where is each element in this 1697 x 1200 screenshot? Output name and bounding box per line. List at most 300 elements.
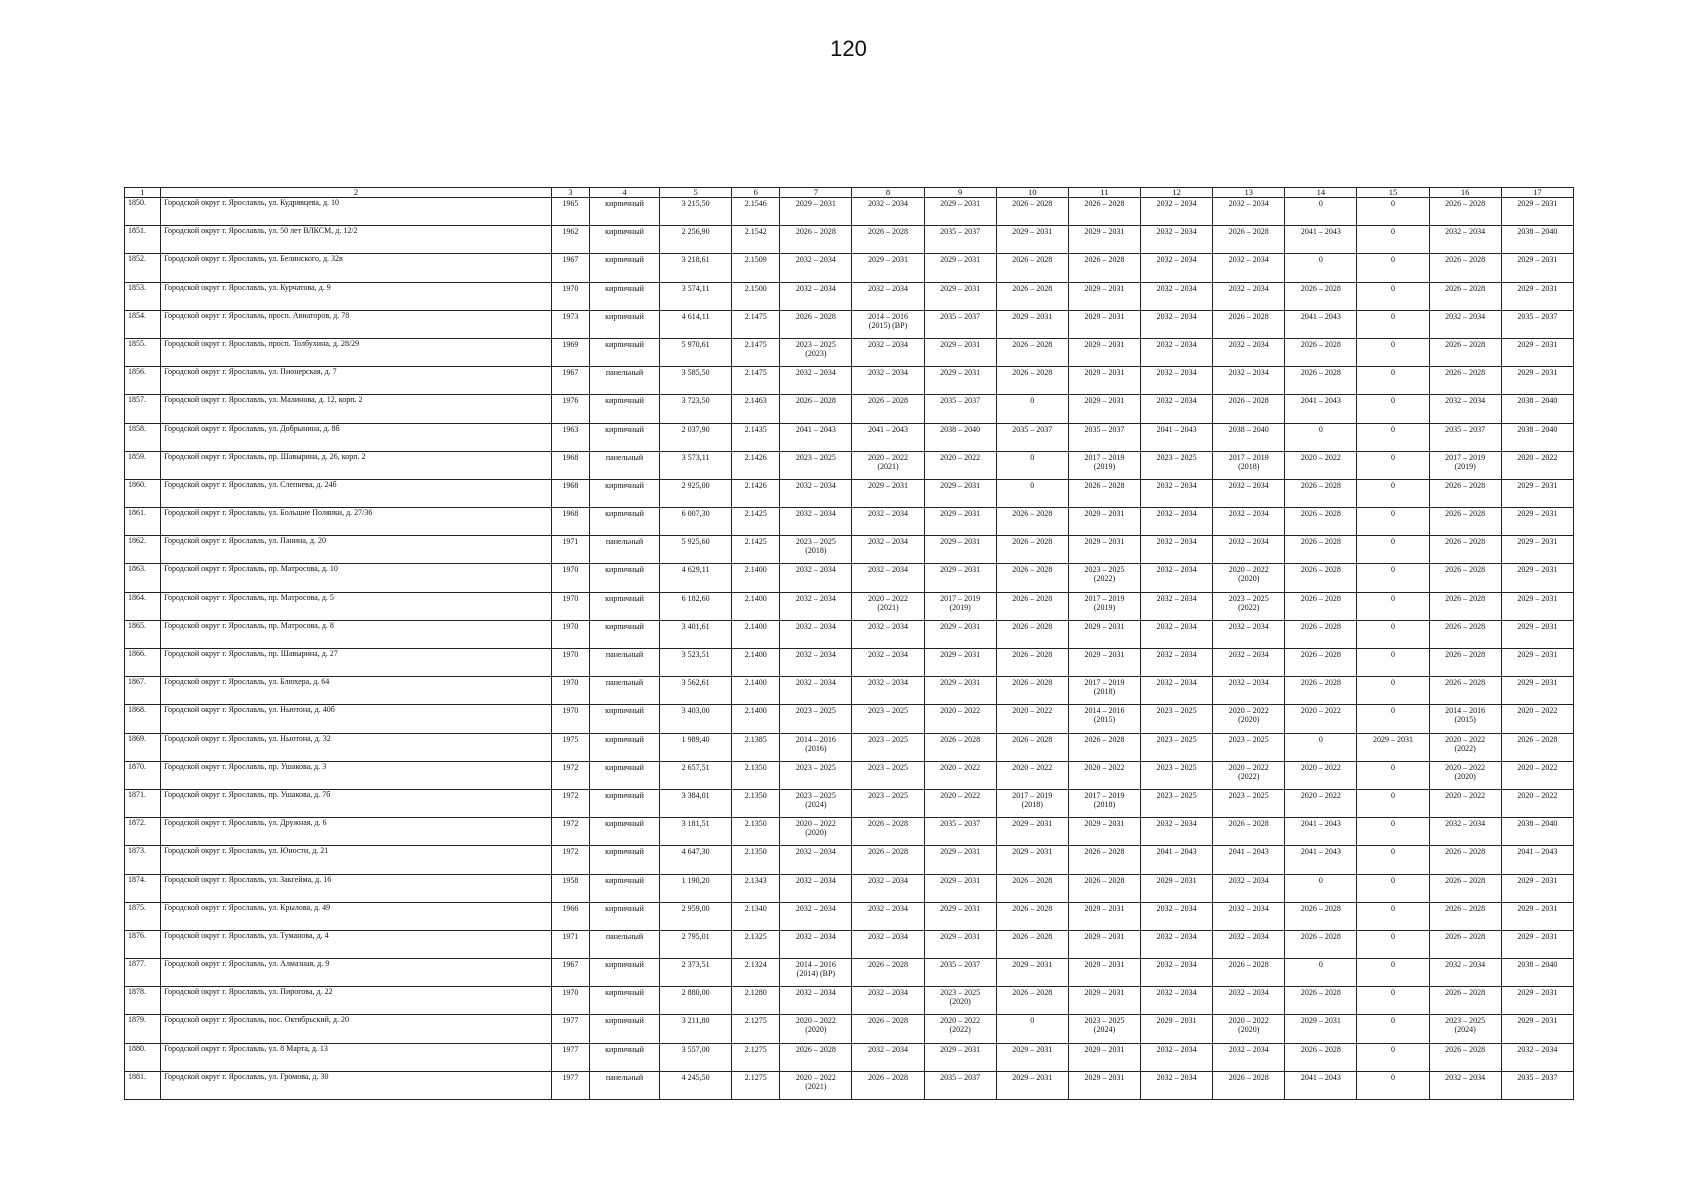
value-cell-col-15: 0 [1357, 310, 1429, 338]
value-cell-col-16: 2026 – 2028 [1429, 338, 1501, 366]
value-cell-col-13: 2020 – 2022 (2022) [1213, 761, 1285, 789]
value-cell-col-8: 2023 – 2025 [852, 705, 924, 733]
value-cell-col-12: 2041 – 2043 [1141, 423, 1213, 451]
value-cell-col-13: 2026 – 2028 [1213, 310, 1285, 338]
value-cell-col-14: 0 [1285, 733, 1357, 761]
row-number-cell: 1873. [125, 846, 161, 874]
table-row [125, 508, 1574, 536]
row-number-cell: 1872. [125, 818, 161, 846]
table-row [125, 987, 1574, 1015]
value-cell-col-7: 2026 – 2028 [780, 310, 852, 338]
row-number-cell: 1859. [125, 451, 161, 479]
table-row [125, 451, 1574, 479]
value-cell-col-7: 2032 – 2034 [780, 620, 852, 648]
table-row [125, 1015, 1574, 1043]
address-cell: Городской округ г. Ярославль, просп. Авиаторов, д. 78 [161, 310, 552, 338]
value-cell-col-5: 2 373,51 [660, 959, 732, 987]
column-header-16: 16 [1429, 188, 1501, 198]
value-cell-col-12: 2032 – 2034 [1141, 620, 1213, 648]
value-cell-col-8: 2026 – 2028 [852, 846, 924, 874]
value-cell-col-10: 2026 – 2028 [996, 564, 1068, 592]
value-cell-col-9: 2020 – 2022 [924, 789, 996, 817]
value-cell-col-9: 2029 – 2031 [924, 508, 996, 536]
value-cell-col-17: 2029 – 2031 [1501, 1015, 1573, 1043]
column-header-8: 8 [852, 188, 924, 198]
table-row [125, 395, 1574, 423]
value-cell-col-4: кирпичный [589, 254, 659, 282]
value-cell-col-17: 2026 – 2028 [1501, 733, 1573, 761]
table-row [125, 818, 1574, 846]
value-cell-col-5: 3 215,50 [660, 198, 732, 226]
value-cell-col-3: 1975 [551, 733, 589, 761]
value-cell-col-7: 2032 – 2034 [780, 902, 852, 930]
row-number-cell: 1852. [125, 254, 161, 282]
value-cell-col-5: 3 211,80 [660, 1015, 732, 1043]
column-header-6: 6 [732, 188, 780, 198]
value-cell-col-10: 2020 – 2022 [996, 761, 1068, 789]
value-cell-col-9: 2029 – 2031 [924, 282, 996, 310]
value-cell-col-11: 2029 – 2031 [1068, 620, 1140, 648]
value-cell-col-16: 2014 – 2016 (2015) [1429, 705, 1501, 733]
value-cell-col-7: 2014 – 2016 (2014) (ВР) [780, 959, 852, 987]
value-cell-col-8: 2032 – 2034 [852, 987, 924, 1015]
column-header-2: 2 [161, 188, 552, 198]
value-cell-col-6: 2.1542 [732, 226, 780, 254]
value-cell-col-11: 2029 – 2031 [1068, 930, 1140, 958]
value-cell-col-6: 2.1385 [732, 733, 780, 761]
column-header-12: 12 [1141, 188, 1213, 198]
value-cell-col-11: 2020 – 2022 [1068, 761, 1140, 789]
address-cell: Городской округ г. Ярославль, ул. Алмазная, д. 9 [161, 959, 552, 987]
value-cell-col-8: 2032 – 2034 [852, 282, 924, 310]
value-cell-col-7: 2026 – 2028 [780, 395, 852, 423]
table-row [125, 310, 1574, 338]
row-number-cell: 1853. [125, 282, 161, 310]
value-cell-col-4: кирпичный [589, 226, 659, 254]
value-cell-col-14: 2041 – 2043 [1285, 846, 1357, 874]
value-cell-col-15: 0 [1357, 902, 1429, 930]
value-cell-col-4: кирпичный [589, 395, 659, 423]
value-cell-col-14: 2026 – 2028 [1285, 930, 1357, 958]
value-cell-col-16: 2020 – 2022 [1429, 789, 1501, 817]
value-cell-col-13: 2020 – 2022 (2020) [1213, 1015, 1285, 1043]
value-cell-col-9: 2029 – 2031 [924, 620, 996, 648]
value-cell-col-17: 2038 – 2040 [1501, 818, 1573, 846]
value-cell-col-7: 2014 – 2016 (2016) [780, 733, 852, 761]
value-cell-col-8: 2023 – 2025 [852, 761, 924, 789]
value-cell-col-5: 5 970,61 [660, 338, 732, 366]
value-cell-col-12: 2032 – 2034 [1141, 818, 1213, 846]
column-header-3: 3 [551, 188, 589, 198]
row-number-cell: 1878. [125, 987, 161, 1015]
value-cell-col-3: 1970 [551, 649, 589, 677]
value-cell-col-9: 2029 – 2031 [924, 902, 996, 930]
value-cell-col-3: 1970 [551, 592, 589, 620]
value-cell-col-17: 2029 – 2031 [1501, 564, 1573, 592]
value-cell-col-16: 2032 – 2034 [1429, 1071, 1501, 1099]
value-cell-col-8: 2032 – 2034 [852, 620, 924, 648]
value-cell-col-4: панельный [589, 536, 659, 564]
value-cell-col-8: 2032 – 2034 [852, 338, 924, 366]
value-cell-col-4: кирпичный [589, 508, 659, 536]
value-cell-col-10: 0 [996, 479, 1068, 507]
value-cell-col-3: 1968 [551, 451, 589, 479]
value-cell-col-10: 2026 – 2028 [996, 902, 1068, 930]
value-cell-col-6: 2.1275 [732, 1015, 780, 1043]
value-cell-col-16: 2026 – 2028 [1429, 282, 1501, 310]
value-cell-col-3: 1970 [551, 677, 589, 705]
value-cell-col-12: 2032 – 2034 [1141, 677, 1213, 705]
schedule-table [124, 187, 1574, 1100]
value-cell-col-17: 2029 – 2031 [1501, 338, 1573, 366]
value-cell-col-16: 2026 – 2028 [1429, 930, 1501, 958]
value-cell-col-8: 2026 – 2028 [852, 1071, 924, 1099]
value-cell-col-4: панельный [589, 1071, 659, 1099]
value-cell-col-4: панельный [589, 367, 659, 395]
value-cell-col-7: 2032 – 2034 [780, 930, 852, 958]
value-cell-col-7: 2032 – 2034 [780, 282, 852, 310]
value-cell-col-10: 2026 – 2028 [996, 620, 1068, 648]
value-cell-col-14: 2041 – 2043 [1285, 818, 1357, 846]
value-cell-col-13: 2032 – 2034 [1213, 1043, 1285, 1071]
column-header-1: 1 [125, 188, 161, 198]
value-cell-col-13: 2032 – 2034 [1213, 930, 1285, 958]
table-body [125, 198, 1574, 1100]
value-cell-col-15: 0 [1357, 789, 1429, 817]
value-cell-col-8: 2032 – 2034 [852, 874, 924, 902]
value-cell-col-17: 2029 – 2031 [1501, 930, 1573, 958]
value-cell-col-14: 2026 – 2028 [1285, 1043, 1357, 1071]
value-cell-col-11: 2029 – 2031 [1068, 1043, 1140, 1071]
value-cell-col-9: 2026 – 2028 [924, 733, 996, 761]
value-cell-col-16: 2026 – 2028 [1429, 987, 1501, 1015]
value-cell-col-10: 2029 – 2031 [996, 1043, 1068, 1071]
value-cell-col-6: 2.1350 [732, 846, 780, 874]
value-cell-col-7: 2032 – 2034 [780, 508, 852, 536]
column-header-14: 14 [1285, 188, 1357, 198]
value-cell-col-5: 3 523,51 [660, 649, 732, 677]
value-cell-col-13: 2041 – 2043 [1213, 846, 1285, 874]
value-cell-col-16: 2026 – 2028 [1429, 592, 1501, 620]
value-cell-col-9: 2029 – 2031 [924, 1043, 996, 1071]
value-cell-col-4: кирпичный [589, 620, 659, 648]
value-cell-col-11: 2026 – 2028 [1068, 874, 1140, 902]
column-header-9: 9 [924, 188, 996, 198]
value-cell-col-17: 2035 – 2037 [1501, 310, 1573, 338]
value-cell-col-16: 2020 – 2022 (2020) [1429, 761, 1501, 789]
value-cell-col-12: 2032 – 2034 [1141, 395, 1213, 423]
value-cell-col-8: 2026 – 2028 [852, 1015, 924, 1043]
row-number-cell: 1861. [125, 508, 161, 536]
value-cell-col-8: 2032 – 2034 [852, 536, 924, 564]
value-cell-col-8: 2029 – 2031 [852, 254, 924, 282]
value-cell-col-15: 0 [1357, 198, 1429, 226]
value-cell-col-7: 2023 – 2025 (2018) [780, 536, 852, 564]
value-cell-col-11: 2029 – 2031 [1068, 508, 1140, 536]
table-row [125, 338, 1574, 366]
value-cell-col-12: 2032 – 2034 [1141, 479, 1213, 507]
value-cell-col-11: 2029 – 2031 [1068, 226, 1140, 254]
value-cell-col-13: 2032 – 2034 [1213, 987, 1285, 1015]
value-cell-col-8: 2026 – 2028 [852, 226, 924, 254]
value-cell-col-10: 2020 – 2022 [996, 705, 1068, 733]
value-cell-col-5: 3 585,50 [660, 367, 732, 395]
value-cell-col-15: 0 [1357, 423, 1429, 451]
value-cell-col-9: 2029 – 2031 [924, 846, 996, 874]
address-cell: Городской округ г. Ярославль, ул. Закгейма, д. 16 [161, 874, 552, 902]
value-cell-col-3: 1968 [551, 508, 589, 536]
column-header-4: 4 [589, 188, 659, 198]
value-cell-col-14: 2041 – 2043 [1285, 310, 1357, 338]
value-cell-col-4: панельный [589, 677, 659, 705]
address-cell: Городской округ г. Ярославль, пр. Ушакова, д. 3 [161, 761, 552, 789]
value-cell-col-15: 0 [1357, 508, 1429, 536]
value-cell-col-12: 2032 – 2034 [1141, 649, 1213, 677]
row-number-cell: 1862. [125, 536, 161, 564]
address-cell: Городской округ г. Ярославль, ул. Ньютона, д. 40б [161, 705, 552, 733]
value-cell-col-8: 2032 – 2034 [852, 1043, 924, 1071]
value-cell-col-14: 2026 – 2028 [1285, 338, 1357, 366]
address-cell: Городской округ г. Ярославль, пр. Шавырина, д. 27 [161, 649, 552, 677]
value-cell-col-10: 2029 – 2031 [996, 310, 1068, 338]
value-cell-col-10: 2026 – 2028 [996, 874, 1068, 902]
table-row [125, 423, 1574, 451]
value-cell-col-3: 1971 [551, 536, 589, 564]
value-cell-col-16: 2032 – 2034 [1429, 818, 1501, 846]
value-cell-col-6: 2.1350 [732, 761, 780, 789]
value-cell-col-13: 2026 – 2028 [1213, 226, 1285, 254]
value-cell-col-16: 2026 – 2028 [1429, 254, 1501, 282]
value-cell-col-8: 2014 – 2016 (2015) (ВР) [852, 310, 924, 338]
value-cell-col-3: 1968 [551, 479, 589, 507]
value-cell-col-10: 2029 – 2031 [996, 818, 1068, 846]
value-cell-col-7: 2020 – 2022 (2021) [780, 1071, 852, 1099]
value-cell-col-6: 2.1324 [732, 959, 780, 987]
value-cell-col-11: 2029 – 2031 [1068, 282, 1140, 310]
value-cell-col-14: 2026 – 2028 [1285, 564, 1357, 592]
value-cell-col-16: 2026 – 2028 [1429, 902, 1501, 930]
value-cell-col-8: 2032 – 2034 [852, 564, 924, 592]
value-cell-col-7: 2032 – 2034 [780, 564, 852, 592]
value-cell-col-3: 1967 [551, 959, 589, 987]
value-cell-col-15: 0 [1357, 451, 1429, 479]
table-row [125, 198, 1574, 226]
value-cell-col-17: 2029 – 2031 [1501, 677, 1573, 705]
table-row [125, 959, 1574, 987]
value-cell-col-10: 0 [996, 451, 1068, 479]
value-cell-col-14: 0 [1285, 874, 1357, 902]
value-cell-col-7: 2023 – 2025 [780, 705, 852, 733]
column-header-13: 13 [1213, 188, 1285, 198]
value-cell-col-12: 2032 – 2034 [1141, 564, 1213, 592]
value-cell-col-5: 3 181,51 [660, 818, 732, 846]
address-cell: Городской округ г. Ярославль, ул. Блюхера, д. 64 [161, 677, 552, 705]
value-cell-col-5: 3 403,00 [660, 705, 732, 733]
value-cell-col-7: 2020 – 2022 (2020) [780, 818, 852, 846]
column-header-5: 5 [660, 188, 732, 198]
value-cell-col-12: 2032 – 2034 [1141, 592, 1213, 620]
value-cell-col-15: 0 [1357, 338, 1429, 366]
value-cell-col-17: 2029 – 2031 [1501, 536, 1573, 564]
value-cell-col-9: 2017 – 2019 (2019) [924, 592, 996, 620]
value-cell-col-13: 2032 – 2034 [1213, 198, 1285, 226]
value-cell-col-6: 2.1280 [732, 987, 780, 1015]
value-cell-col-7: 2026 – 2028 [780, 1043, 852, 1071]
value-cell-col-10: 0 [996, 395, 1068, 423]
value-cell-col-3: 1977 [551, 1015, 589, 1043]
value-cell-col-17: 2041 – 2043 [1501, 846, 1573, 874]
value-cell-col-11: 2014 – 2016 (2015) [1068, 705, 1140, 733]
value-cell-col-16: 2026 – 2028 [1429, 874, 1501, 902]
value-cell-col-8: 2026 – 2028 [852, 818, 924, 846]
value-cell-col-4: кирпичный [589, 282, 659, 310]
value-cell-col-4: кирпичный [589, 423, 659, 451]
value-cell-col-11: 2029 – 2031 [1068, 818, 1140, 846]
value-cell-col-14: 2041 – 2043 [1285, 226, 1357, 254]
value-cell-col-10: 2035 – 2037 [996, 423, 1068, 451]
table-row [125, 733, 1574, 761]
value-cell-col-14: 2026 – 2028 [1285, 987, 1357, 1015]
value-cell-col-15: 0 [1357, 846, 1429, 874]
value-cell-col-3: 1972 [551, 789, 589, 817]
value-cell-col-15: 0 [1357, 367, 1429, 395]
address-cell: Городской округ г. Ярославль, ул. Панина, д. 20 [161, 536, 552, 564]
value-cell-col-17: 2032 – 2034 [1501, 1043, 1573, 1071]
row-number-cell: 1857. [125, 395, 161, 423]
value-cell-col-11: 2029 – 2031 [1068, 649, 1140, 677]
value-cell-col-11: 2017 – 2019 (2019) [1068, 451, 1140, 479]
value-cell-col-13: 2023 – 2025 [1213, 789, 1285, 817]
row-number-cell: 1863. [125, 564, 161, 592]
table-row [125, 874, 1574, 902]
row-number-cell: 1865. [125, 620, 161, 648]
value-cell-col-15: 0 [1357, 282, 1429, 310]
value-cell-col-11: 2026 – 2028 [1068, 254, 1140, 282]
value-cell-col-10: 2017 – 2019 (2018) [996, 789, 1068, 817]
table-row [125, 789, 1574, 817]
value-cell-col-5: 2 795,01 [660, 930, 732, 958]
table-row [125, 282, 1574, 310]
value-cell-col-13: 2032 – 2034 [1213, 902, 1285, 930]
value-cell-col-7: 2032 – 2034 [780, 846, 852, 874]
value-cell-col-12: 2032 – 2034 [1141, 226, 1213, 254]
table-row [125, 620, 1574, 648]
value-cell-col-6: 2.1426 [732, 451, 780, 479]
value-cell-col-6: 2.1343 [732, 874, 780, 902]
value-cell-col-11: 2023 – 2025 (2022) [1068, 564, 1140, 592]
table-row [125, 761, 1574, 789]
value-cell-col-5: 4 647,30 [660, 846, 732, 874]
value-cell-col-13: 2032 – 2034 [1213, 508, 1285, 536]
value-cell-col-11: 2029 – 2031 [1068, 959, 1140, 987]
value-cell-col-3: 1972 [551, 761, 589, 789]
value-cell-col-15: 0 [1357, 874, 1429, 902]
value-cell-col-5: 4 629,11 [660, 564, 732, 592]
row-number-cell: 1858. [125, 423, 161, 451]
table-row [125, 564, 1574, 592]
value-cell-col-11: 2035 – 2037 [1068, 423, 1140, 451]
value-cell-col-3: 1967 [551, 254, 589, 282]
table-row [125, 592, 1574, 620]
value-cell-col-14: 0 [1285, 423, 1357, 451]
value-cell-col-14: 2026 – 2028 [1285, 479, 1357, 507]
row-number-cell: 1870. [125, 761, 161, 789]
value-cell-col-5: 2 925,00 [660, 479, 732, 507]
value-cell-col-6: 2.1475 [732, 367, 780, 395]
row-number-cell: 1854. [125, 310, 161, 338]
value-cell-col-11: 2029 – 2031 [1068, 987, 1140, 1015]
value-cell-col-15: 0 [1357, 930, 1429, 958]
value-cell-col-12: 2029 – 2031 [1141, 1015, 1213, 1043]
row-number-cell: 1876. [125, 930, 161, 958]
value-cell-col-10: 2029 – 2031 [996, 1071, 1068, 1099]
value-cell-col-4: кирпичный [589, 818, 659, 846]
value-cell-col-16: 2035 – 2037 [1429, 423, 1501, 451]
value-cell-col-15: 0 [1357, 1015, 1429, 1043]
value-cell-col-9: 2035 – 2037 [924, 959, 996, 987]
value-cell-col-11: 2029 – 2031 [1068, 902, 1140, 930]
value-cell-col-7: 2032 – 2034 [780, 987, 852, 1015]
row-number-cell: 1856. [125, 367, 161, 395]
value-cell-col-16: 2026 – 2028 [1429, 620, 1501, 648]
value-cell-col-4: кирпичный [589, 338, 659, 366]
value-cell-col-10: 2026 – 2028 [996, 930, 1068, 958]
value-cell-col-9: 2029 – 2031 [924, 874, 996, 902]
value-cell-col-16: 2026 – 2028 [1429, 367, 1501, 395]
row-number-cell: 1874. [125, 874, 161, 902]
value-cell-col-5: 2 256,90 [660, 226, 732, 254]
value-cell-col-12: 2032 – 2034 [1141, 902, 1213, 930]
value-cell-col-5: 2 657,51 [660, 761, 732, 789]
value-cell-col-10: 2029 – 2031 [996, 959, 1068, 987]
value-cell-col-15: 0 [1357, 987, 1429, 1015]
value-cell-col-15: 0 [1357, 818, 1429, 846]
value-cell-col-5: 1 190,20 [660, 874, 732, 902]
value-cell-col-6: 2.1325 [732, 930, 780, 958]
value-cell-col-5: 6 182,60 [660, 592, 732, 620]
value-cell-col-17: 2029 – 2031 [1501, 479, 1573, 507]
value-cell-col-12: 2032 – 2034 [1141, 310, 1213, 338]
value-cell-col-15: 0 [1357, 677, 1429, 705]
value-cell-col-8: 2032 – 2034 [852, 508, 924, 536]
value-cell-col-13: 2020 – 2022 (2020) [1213, 564, 1285, 592]
page-number: 120 [830, 36, 867, 61]
value-cell-col-4: кирпичный [589, 198, 659, 226]
row-number-cell: 1866. [125, 649, 161, 677]
value-cell-col-5: 3 562,61 [660, 677, 732, 705]
value-cell-col-9: 2029 – 2031 [924, 254, 996, 282]
value-cell-col-12: 2032 – 2034 [1141, 959, 1213, 987]
value-cell-col-4: кирпичный [589, 592, 659, 620]
value-cell-col-16: 2026 – 2028 [1429, 508, 1501, 536]
value-cell-col-9: 2029 – 2031 [924, 536, 996, 564]
value-cell-col-7: 2023 – 2025 (2023) [780, 338, 852, 366]
value-cell-col-14: 2026 – 2028 [1285, 592, 1357, 620]
value-cell-col-8: 2032 – 2034 [852, 902, 924, 930]
address-cell: Городской округ г. Ярославль, ул. Ньютона, д. 32 [161, 733, 552, 761]
value-cell-col-12: 2023 – 2025 [1141, 705, 1213, 733]
address-cell: Городской округ г. Ярославль, ул. Белинского, д. 32в [161, 254, 552, 282]
address-cell: Городской округ г. Ярославль, ул. Крылова, д. 49 [161, 902, 552, 930]
value-cell-col-15: 0 [1357, 479, 1429, 507]
value-cell-col-13: 2032 – 2034 [1213, 536, 1285, 564]
value-cell-col-3: 1965 [551, 198, 589, 226]
value-cell-col-10: 2026 – 2028 [996, 592, 1068, 620]
address-cell: Городской округ г. Ярославль, ул. Дружная, д. 6 [161, 818, 552, 846]
value-cell-col-13: 2032 – 2034 [1213, 479, 1285, 507]
value-cell-col-10: 2026 – 2028 [996, 733, 1068, 761]
value-cell-col-3: 1962 [551, 226, 589, 254]
